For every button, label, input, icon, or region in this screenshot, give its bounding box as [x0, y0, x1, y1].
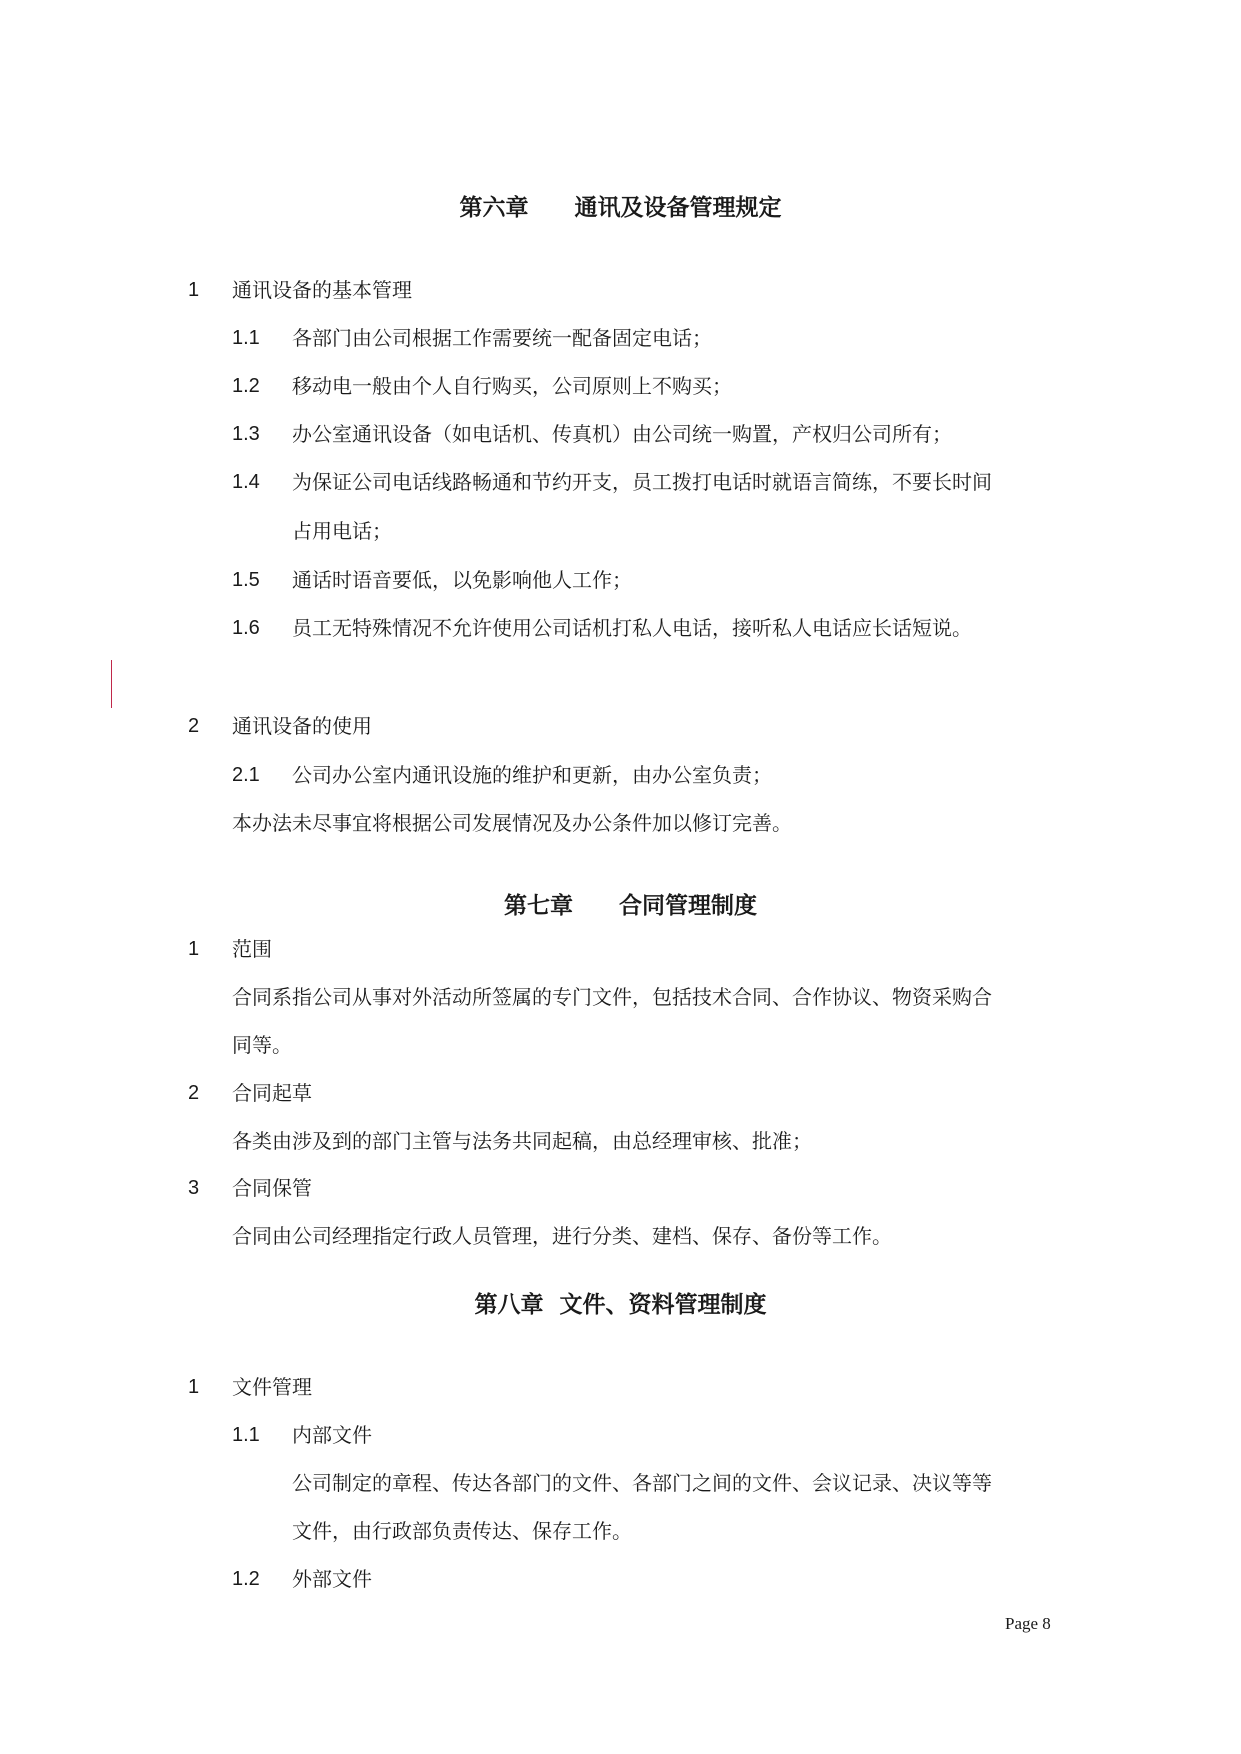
- item-text: 办公室通讯设备（如电话机、传真机）由公司统一购置，产权归公司所有；: [292, 422, 952, 446]
- item-number: 1.2: [232, 375, 260, 397]
- chapter-8-title: 第八章 文件、资料管理制度: [474, 1292, 767, 1318]
- section-text: 合同由公司经理指定行政人员管理，进行分类、建档、保存、备份等工作。: [232, 1224, 892, 1248]
- section-heading: 文件管理: [232, 1375, 312, 1399]
- item-number: 1.2: [232, 1568, 260, 1590]
- section-heading: 范围: [232, 937, 272, 961]
- item-heading: 内部文件: [292, 1423, 372, 1447]
- revision-change-bar: [111, 660, 112, 708]
- item-text: 公司办公室内通讯设施的维护和更新，由办公室负责；: [292, 763, 772, 787]
- item-text: 为保证公司电话线路畅通和节约开支，员工拨打电话时就语言简练，不要长时间: [292, 470, 992, 494]
- section-heading: 通讯设备的使用: [232, 714, 372, 738]
- item-text: 公司制定的章程、传达各部门的文件、各部门之间的文件、会议记录、决议等等: [292, 1471, 992, 1495]
- section-heading: 合同保管: [232, 1176, 312, 1200]
- section-number: 1: [188, 938, 200, 960]
- section-text: 合同系指公司从事对外活动所签属的专门文件，包括技术合同、合作协议、物资采购合: [232, 985, 992, 1009]
- item-number: 1.1: [232, 1424, 260, 1446]
- item-text: 移动电一般由个人自行购买，公司原则上不购买；: [292, 374, 732, 398]
- section-number: 3: [188, 1177, 200, 1199]
- section-number: 2: [188, 715, 200, 737]
- item-number: 2.1: [232, 764, 260, 786]
- section-heading: 通讯设备的基本管理: [232, 278, 412, 302]
- section-number: 2: [188, 1082, 200, 1104]
- section-number: 1: [188, 279, 200, 301]
- item-number: 1.4: [232, 471, 260, 493]
- item-text-continued: 占用电话；: [292, 519, 392, 543]
- section-number: 1: [188, 1376, 200, 1398]
- section-heading: 合同起草: [232, 1081, 312, 1105]
- item-text: 各部门由公司根据工作需要统一配备固定电话；: [292, 326, 712, 350]
- chapter-6-title: 第六章 通讯及设备管理规定: [459, 195, 782, 221]
- chapter-7-title: 第七章 合同管理制度: [504, 893, 757, 919]
- item-text: 员工无特殊情况不允许使用公司话机打私人电话，接听私人电话应长话短说。: [292, 616, 972, 640]
- section-text: 各类由涉及到的部门主管与法务共同起稿，由总经理审核、批准；: [232, 1129, 812, 1153]
- item-number: 1.3: [232, 423, 260, 445]
- item-number: 1.5: [232, 569, 260, 591]
- item-number: 1.1: [232, 327, 260, 349]
- item-number: 1.6: [232, 617, 260, 639]
- page-number: Page 8: [1005, 1614, 1051, 1633]
- closing-text: 本办法未尽事宜将根据公司发展情况及办公条件加以修订完善。: [232, 811, 792, 835]
- section-text-continued: 同等。: [232, 1033, 292, 1057]
- item-text: 通话时语音要低，以免影响他人工作；: [292, 568, 632, 592]
- item-heading: 外部文件: [292, 1567, 372, 1591]
- item-text-continued: 文件，由行政部负责传达、保存工作。: [292, 1519, 632, 1543]
